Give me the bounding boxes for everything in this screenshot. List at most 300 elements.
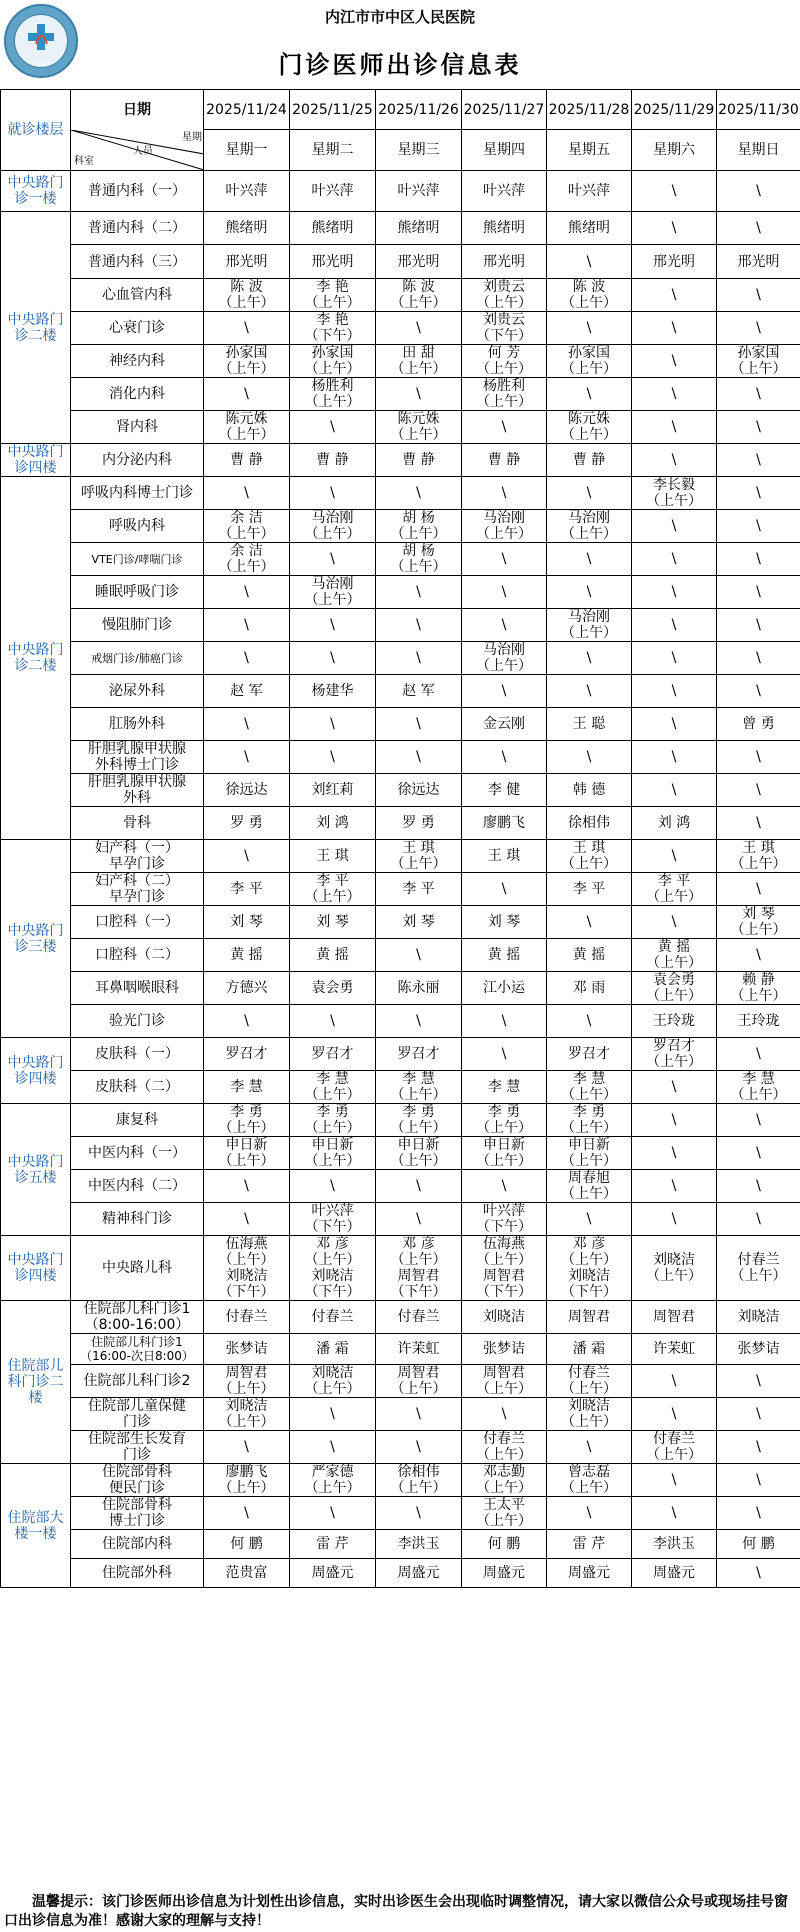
weekday-cell: 星期五 (547, 130, 632, 171)
doctor-cell: 李 勇 （上午） (547, 1104, 632, 1137)
doctor-cell: 黄 摇 (547, 939, 632, 972)
table-row (1, 939, 800, 972)
doctor-cell: 邢光明 (376, 245, 462, 279)
doctor-cell: 周春旭 （上午） (547, 1170, 632, 1203)
doctor-cell: 马治刚 （上午） (462, 510, 547, 543)
doctor-cell: 叶兴萍 (462, 171, 547, 212)
table-row (1, 279, 800, 312)
doctor-cell: \ (547, 906, 632, 939)
date-cell: 2025/11/27 (462, 90, 547, 130)
table-row (1, 642, 800, 675)
doctor-cell: 刘晓洁 (717, 1301, 800, 1334)
doctor-cell: 何 鹏 (462, 1530, 547, 1559)
doctor-cell: 马治刚 （上午） (462, 642, 547, 675)
doctor-cell: \ (462, 477, 547, 510)
doctor-cell: 付春兰 (290, 1301, 376, 1334)
doctor-cell: \ (462, 609, 547, 642)
floor-cell: 中央路门诊二楼 (1, 212, 71, 444)
dept-cell: 神经内科 (71, 345, 204, 378)
dept-cell: 住院部骨科 博士门诊 (71, 1497, 204, 1530)
dept-cell: 消化内科 (71, 378, 204, 411)
date-cell: 2025/11/29 (632, 90, 717, 130)
doctor-cell: \ (632, 543, 717, 576)
doctor-cell: 申日新 （上午） (376, 1137, 462, 1170)
doctor-cell: \ (717, 1559, 800, 1588)
dept-cell: 住院部儿童保健 门诊 (71, 1398, 204, 1431)
floor-cell: 住院部大楼一楼 (1, 1464, 71, 1588)
doctor-cell: 严家德 （上午） (290, 1464, 376, 1497)
doctor-cell: 陈元姝 （上午） (204, 411, 290, 444)
dept-cell: 呼吸内科 (71, 510, 204, 543)
doctor-cell: 熊绪明 (376, 212, 462, 245)
doctor-cell: \ (290, 543, 376, 576)
dept-cell: 住院部儿科门诊1 （8:00-16:00） (71, 1301, 204, 1334)
doctor-cell: 罗召才 (204, 1038, 290, 1071)
doctor-cell: 黄 摇 (290, 939, 376, 972)
doctor-cell: 刘晓洁 （上午） (547, 1398, 632, 1431)
dept-cell: 慢阻肺门诊 (71, 609, 204, 642)
doctor-cell: 许茉虹 (376, 1334, 462, 1365)
doctor-cell: \ (717, 1398, 800, 1431)
doctor-cell: 赵 军 (204, 675, 290, 708)
doctor-cell: 李 慧 (204, 1071, 290, 1104)
table-row (1, 411, 800, 444)
schedule-table (0, 89, 800, 1588)
doctor-cell: \ (376, 312, 462, 345)
doctor-cell: 李 艳 （上午） (290, 279, 376, 312)
doctor-cell: 王玲珑 (717, 1005, 800, 1038)
doctor-cell: \ (632, 1104, 717, 1137)
dept-cell: 妇产科（二） 早孕门诊 (71, 873, 204, 906)
doctor-cell: 曹 静 (462, 444, 547, 477)
doctor-cell: \ (204, 312, 290, 345)
table-row (1, 1398, 800, 1431)
doctor-cell: 伍海燕 （上午） 周智君 （下午） (462, 1236, 547, 1301)
doctor-cell: \ (717, 378, 800, 411)
doctor-cell: 张梦诘 (204, 1334, 290, 1365)
doctor-cell: \ (632, 1137, 717, 1170)
doctor-cell: 刘 琴 (290, 906, 376, 939)
doctor-cell: \ (204, 378, 290, 411)
weekday-cell: 星期一 (204, 130, 290, 171)
table-row (1, 444, 800, 477)
doctor-cell: \ (547, 642, 632, 675)
doctor-cell: 熊绪明 (204, 212, 290, 245)
doctor-cell: \ (632, 774, 717, 807)
doctor-cell: 陈永丽 (376, 972, 462, 1005)
doctor-cell: 赖 静 （上午） (717, 972, 800, 1005)
doctor-cell: 叶兴萍 (547, 171, 632, 212)
doctor-cell: 付春兰 （上午） (462, 1431, 547, 1464)
doctor-cell: \ (717, 444, 800, 477)
doctor-cell: 叶兴萍 （下午） (462, 1203, 547, 1236)
table-row (1, 345, 800, 378)
doctor-cell: \ (717, 411, 800, 444)
doctor-cell: 叶兴萍 (290, 171, 376, 212)
doctor-cell: 王 琪 （上午） (717, 840, 800, 873)
doctor-cell: 雷 芹 (290, 1530, 376, 1559)
doctor-cell: 陈元姝 （上午） (376, 411, 462, 444)
doctor-cell: 马治刚 （上午） (290, 510, 376, 543)
weekday-cell: 星期四 (462, 130, 547, 171)
doctor-cell: \ (632, 345, 717, 378)
table-row (1, 1334, 800, 1365)
table-row (1, 774, 800, 807)
doctor-cell: \ (717, 279, 800, 312)
doctor-cell: 刘贵云 （下午） (462, 312, 547, 345)
doctor-cell: 周智君 (547, 1301, 632, 1334)
doctor-cell: \ (547, 576, 632, 609)
table-row (1, 906, 800, 939)
doctor-cell: \ (632, 708, 717, 741)
doctor-cell: 袁会勇 （上午） (632, 972, 717, 1005)
dept-axis-label: 科室 (74, 155, 94, 167)
doctor-cell: 熊绪明 (547, 212, 632, 245)
dept-cell: 普通内科（二） (71, 212, 204, 245)
doctor-cell: 李 慧 （上午） (717, 1071, 800, 1104)
doctor-cell: 李 平 （上午） (290, 873, 376, 906)
doctor-cell: \ (376, 1497, 462, 1530)
doctor-cell: 孙家国 （上午） (717, 345, 800, 378)
table-row (1, 1170, 800, 1203)
doctor-cell: \ (462, 741, 547, 774)
doctor-cell: 赵 军 (376, 675, 462, 708)
doctor-cell: 孙家国 （上午） (290, 345, 376, 378)
dept-cell: 皮肤科（一） (71, 1038, 204, 1071)
doctor-cell: 邢光明 (462, 245, 547, 279)
doctor-cell: \ (717, 576, 800, 609)
warm-tip-note: 温馨提示：该门诊医师出诊信息为计划性出诊信息，实时出诊医生会出现临时调整情况，请大家以微信公众号或现场挂号窗口出诊信息为准！感谢大家的理解与支持！ (4, 1894, 788, 1929)
doctor-cell: 周盛元 (632, 1559, 717, 1588)
floor-cell: 中央路门诊四楼 (1, 1236, 71, 1301)
doctor-cell: 黄 摇 (204, 939, 290, 972)
doctor-cell: 许茉虹 (632, 1334, 717, 1365)
doctor-cell: 邓 雨 (547, 972, 632, 1005)
dept-cell: 住院部生长发育 门诊 (71, 1431, 204, 1464)
doctor-cell: \ (204, 609, 290, 642)
doctor-cell: 徐相伟 （上午） (376, 1464, 462, 1497)
doctor-cell: 曹 静 (290, 444, 376, 477)
doctor-cell: \ (376, 708, 462, 741)
table-row (1, 1203, 800, 1236)
doctor-cell: 刘晓洁 （上午） (290, 1365, 376, 1398)
doctor-cell: 罗召才 (376, 1038, 462, 1071)
table-row (1, 1497, 800, 1530)
doctor-cell: \ (717, 1038, 800, 1071)
doctor-cell: 周盛元 (547, 1559, 632, 1588)
doctor-cell: \ (376, 1203, 462, 1236)
doctor-cell: 刘红莉 (290, 774, 376, 807)
doctor-cell: 罗 勇 (204, 807, 290, 840)
doctor-cell: 申日新 （上午） (462, 1137, 547, 1170)
doctor-cell: \ (547, 1203, 632, 1236)
doctor-cell: 李 平 (204, 873, 290, 906)
table-row (1, 1559, 800, 1588)
doctor-cell: 江小运 (462, 972, 547, 1005)
doctor-cell: 叶兴萍 (376, 171, 462, 212)
doctor-cell: 徐相伟 (547, 807, 632, 840)
doctor-cell: 邓 彦 （上午） 周智君 （下午） (376, 1236, 462, 1301)
floor-cell: 中央路门诊五楼 (1, 1104, 71, 1236)
table-row (1, 576, 800, 609)
doctor-cell: 罗召才 (547, 1038, 632, 1071)
doctor-cell: 李 慧 （上午） (290, 1071, 376, 1104)
doctor-cell: 黄 摇 (462, 939, 547, 972)
doctor-cell: \ (717, 741, 800, 774)
doctor-cell: \ (632, 741, 717, 774)
doctor-cell: 曹 静 (547, 444, 632, 477)
dept-cell: 康复科 (71, 1104, 204, 1137)
doctor-cell: 李 勇 （上午） (204, 1104, 290, 1137)
dept-cell: 口腔科（一） (71, 906, 204, 939)
doctor-cell: \ (632, 378, 717, 411)
doctor-cell: 罗 勇 (376, 807, 462, 840)
doctor-cell: 刘 琴 (376, 906, 462, 939)
table-row (1, 1005, 800, 1038)
dept-cell: 普通内科（一） (71, 171, 204, 212)
doctor-cell: \ (717, 1365, 800, 1398)
dept-cell: 中医内科（一） (71, 1137, 204, 1170)
doctor-cell: \ (547, 741, 632, 774)
doctor-cell: \ (632, 1203, 717, 1236)
doctor-cell: 雷 芹 (547, 1530, 632, 1559)
dept-cell: 妇产科（一） 早孕门诊 (71, 840, 204, 873)
doctor-cell: \ (204, 1170, 290, 1203)
dept-cell: 内分泌内科 (71, 444, 204, 477)
doctor-cell: \ (462, 1038, 547, 1071)
doctor-cell: \ (632, 840, 717, 873)
doctor-cell: \ (204, 576, 290, 609)
doctor-cell: 陈 波 （上午） (376, 279, 462, 312)
doctor-cell: 李 慧 （上午） (376, 1071, 462, 1104)
dept-cell: 肾内科 (71, 411, 204, 444)
doctor-cell: 刘 琴 (204, 906, 290, 939)
dept-cell: 肝胆乳腺甲状腺 外科 (71, 774, 204, 807)
doctor-cell: \ (717, 1170, 800, 1203)
doctor-cell: 周智君 （上午） (204, 1365, 290, 1398)
doctor-cell: 王太平 （上午） (462, 1497, 547, 1530)
doctor-cell: 胡 杨 （上午） (376, 543, 462, 576)
doctor-cell: \ (717, 1431, 800, 1464)
doctor-cell: \ (632, 279, 717, 312)
doctor-cell: \ (547, 1497, 632, 1530)
doctor-cell: 周智君 （上午） (376, 1365, 462, 1398)
dept-cell: 精神科门诊 (71, 1203, 204, 1236)
doctor-cell: \ (290, 477, 376, 510)
table-row (1, 477, 800, 510)
doctor-cell: \ (632, 510, 717, 543)
doctor-cell: \ (462, 675, 547, 708)
doctor-cell: 李 慧 （上午） (547, 1071, 632, 1104)
doctor-cell: 刘 鸿 (290, 807, 376, 840)
doctor-cell: \ (717, 675, 800, 708)
table-row (1, 1236, 800, 1301)
doctor-cell: 韩 德 (547, 774, 632, 807)
doctor-cell: 叶兴萍 （下午） (290, 1203, 376, 1236)
doctor-cell: \ (204, 477, 290, 510)
date-cell: 2025/11/25 (290, 90, 376, 130)
doctor-cell: 刘 琴 （上午） (717, 906, 800, 939)
doctor-cell: 金云刚 (462, 708, 547, 741)
doctor-cell: 李 勇 （上午） (462, 1104, 547, 1137)
dept-cell: 心血管内科 (71, 279, 204, 312)
doctor-cell: 李 勇 （上午） (376, 1104, 462, 1137)
doctor-cell: \ (376, 477, 462, 510)
logo-year: 1940 (32, 60, 50, 68)
dept-cell: 肛肠外科 (71, 708, 204, 741)
table-row (1, 807, 800, 840)
doctor-cell: 陈元姝 （上午） (547, 411, 632, 444)
dept-cell: VTE门诊/哮喘门诊 (71, 543, 204, 576)
doctor-cell: 刘晓洁 （上午） (632, 1236, 717, 1301)
dept-cell: 验光门诊 (71, 1005, 204, 1038)
doctor-cell: \ (204, 708, 290, 741)
dept-cell: 普通内科（三） (71, 245, 204, 279)
table-row (1, 212, 800, 245)
floor-cell: 中央路门诊四楼 (1, 444, 71, 477)
doctor-cell: \ (462, 1398, 547, 1431)
doctor-cell: \ (462, 411, 547, 444)
doctor-cell: 徐远达 (204, 774, 290, 807)
doctor-cell: 杨胜利 （上午） (290, 378, 376, 411)
dept-cell: 住院部儿科门诊1 （16:00-次日8:00） (71, 1334, 204, 1365)
doctor-cell: \ (717, 1203, 800, 1236)
table-row (1, 543, 800, 576)
doctor-cell: \ (204, 1203, 290, 1236)
doctor-cell: \ (376, 609, 462, 642)
doctor-cell: 曹 静 (204, 444, 290, 477)
floor-cell: 中央路门诊一楼 (1, 171, 71, 212)
doctor-cell: 孙家国 （上午） (547, 345, 632, 378)
floor-cell: 中央路门诊三楼 (1, 840, 71, 1038)
table-row (1, 1365, 800, 1398)
table-row (1, 609, 800, 642)
doctor-cell: \ (290, 1398, 376, 1431)
table-row (1, 510, 800, 543)
dept-cell: 心衰门诊 (71, 312, 204, 345)
doctor-cell: \ (717, 312, 800, 345)
doctor-cell: 邢光明 (290, 245, 376, 279)
doctor-cell: \ (632, 675, 717, 708)
doctor-cell: \ (462, 576, 547, 609)
doctor-cell: \ (717, 873, 800, 906)
doctor-cell: 周智君 （上午） (462, 1365, 547, 1398)
doctor-cell: \ (290, 1170, 376, 1203)
page-title: 门诊医师出诊信息表 (278, 51, 522, 79)
doctor-cell: \ (717, 939, 800, 972)
doctor-cell: \ (204, 1431, 290, 1464)
dept-cell: 口腔科（二） (71, 939, 204, 972)
doctor-cell: \ (547, 245, 632, 279)
doctor-cell: \ (632, 906, 717, 939)
doctor-cell: 马治刚 （上午） (547, 510, 632, 543)
doctor-cell: 邢光明 (717, 245, 800, 279)
doctor-cell: \ (462, 543, 547, 576)
doctor-cell: 孙家国 （上午） (204, 345, 290, 378)
doctor-cell: 伍海燕 （上午） 刘晓洁 （下午） (204, 1236, 290, 1301)
doctor-cell: \ (717, 171, 800, 212)
doctor-cell: 周盛元 (376, 1559, 462, 1588)
doctor-cell: \ (204, 840, 290, 873)
doctor-cell: \ (204, 741, 290, 774)
doctor-cell: 李 艳 （下午） (290, 312, 376, 345)
dept-cell: 住院部外科 (71, 1559, 204, 1588)
weekday-cell: 星期六 (632, 130, 717, 171)
floor-header: 就诊楼层 (1, 90, 71, 171)
table-row (1, 972, 800, 1005)
doctor-cell: 申日新 （上午） (290, 1137, 376, 1170)
weekday-cell: 星期二 (290, 130, 376, 171)
floor-cell: 中央路门诊二楼 (1, 477, 71, 840)
doctor-cell: \ (632, 411, 717, 444)
doctor-cell: 潘 霜 (547, 1334, 632, 1365)
table-row (1, 312, 800, 345)
table-row (1, 1038, 800, 1071)
doctor-cell: \ (632, 576, 717, 609)
doctor-cell: \ (717, 477, 800, 510)
doctor-cell: 廖鹏飞 （上午） (204, 1464, 290, 1497)
date-cell: 2025/11/26 (376, 90, 462, 130)
weekday-cell: 星期日 (717, 130, 800, 171)
doctor-cell: \ (632, 1170, 717, 1203)
doctor-cell: 周盛元 (462, 1559, 547, 1588)
doctor-cell: 李 健 (462, 774, 547, 807)
doctor-cell: 罗召才 （上午） (632, 1038, 717, 1071)
doctor-cell: 徐远达 (376, 774, 462, 807)
doctor-cell: \ (547, 1431, 632, 1464)
hospital-name: 内江市市中区人民医院 (324, 8, 475, 26)
doctor-cell: 王 琪 （上午） (547, 840, 632, 873)
doctor-cell: 邓志勤 （上午） (462, 1464, 547, 1497)
doctor-cell: 邢光明 (204, 245, 290, 279)
floor-cell: 中央路门诊四楼 (1, 1038, 71, 1104)
dept-cell: 睡眠呼吸门诊 (71, 576, 204, 609)
doctor-cell: \ (204, 1497, 290, 1530)
doctor-cell: 杨建华 (290, 675, 376, 708)
doctor-cell: \ (717, 807, 800, 840)
doctor-cell: 曾 勇 (717, 708, 800, 741)
doctor-cell: 王玲珑 (632, 1005, 717, 1038)
doctor-cell: 马治刚 （上午） (290, 576, 376, 609)
doctor-cell: \ (547, 1005, 632, 1038)
doctor-cell: 曹 静 (376, 444, 462, 477)
doctor-cell: \ (717, 543, 800, 576)
doctor-cell: 付春兰 (204, 1301, 290, 1334)
doctor-cell: 何 芳 （上午） (462, 345, 547, 378)
doctor-cell: \ (632, 1464, 717, 1497)
doctor-cell: \ (376, 1170, 462, 1203)
doctor-cell: 李长毅 （上午） (632, 477, 717, 510)
table-row (1, 378, 800, 411)
doctor-cell: \ (717, 609, 800, 642)
doctor-cell: \ (290, 741, 376, 774)
doctor-cell: 刘晓洁 （上午） (204, 1398, 290, 1431)
doctor-cell: \ (376, 1398, 462, 1431)
doctor-cell: 王 聪 (547, 708, 632, 741)
doctor-cell: \ (376, 642, 462, 675)
doctor-cell: 何 鹏 (717, 1530, 800, 1559)
doctor-cell: 方德兴 (204, 972, 290, 1005)
doctor-cell: \ (547, 477, 632, 510)
doctor-cell: 申日新 （上午） (204, 1137, 290, 1170)
doctor-cell: 李洪玉 (632, 1530, 717, 1559)
doctor-cell: 杨胜利 （上午） (462, 378, 547, 411)
date-cell: 2025/11/30 (717, 90, 800, 130)
doctor-cell: \ (462, 873, 547, 906)
table-row (1, 1431, 800, 1464)
doctor-cell: 邓 彦 （上午） 刘晓洁 （下午） (547, 1236, 632, 1301)
doctor-cell: \ (632, 1497, 717, 1530)
